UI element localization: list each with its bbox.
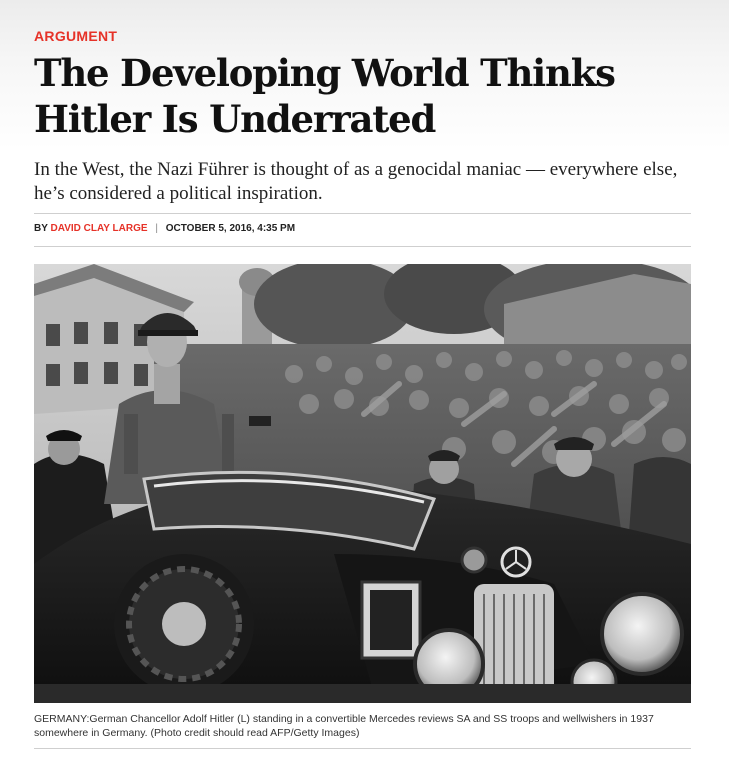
byline-bottom-divider (34, 246, 691, 247)
byline-separator: | (155, 223, 158, 234)
author-link[interactable]: DAVID CLAY LARGE (50, 223, 148, 234)
article-headline: The Developing World Thinks Hitler Is Underrated (34, 51, 615, 141)
publish-date: OCTOBER 5, 2016, 4:35 PM (165, 223, 296, 234)
byline-top-divider (34, 213, 691, 214)
lead-photo-image (34, 264, 691, 703)
byline (34, 223, 295, 234)
photo-caption: GERMANY:German Chancellor Adolf Hitler (L) standing in a convertible Mercedes reviews SA and SS troops and wellwishers in 1937 somewhere in Germany. (Photo credit should read AFP/Getty Images) (34, 713, 654, 739)
section-kicker[interactable]: ARGUMENT (34, 28, 118, 44)
byline-prefix: BY (34, 223, 48, 234)
article-dek: In the West, the Nazi Führer is thought of as a genocidal maniac — everywhere else, he’s considered a political inspiration. (34, 159, 678, 204)
caption-bottom-divider (34, 748, 691, 749)
lead-photo[interactable] (34, 264, 691, 703)
